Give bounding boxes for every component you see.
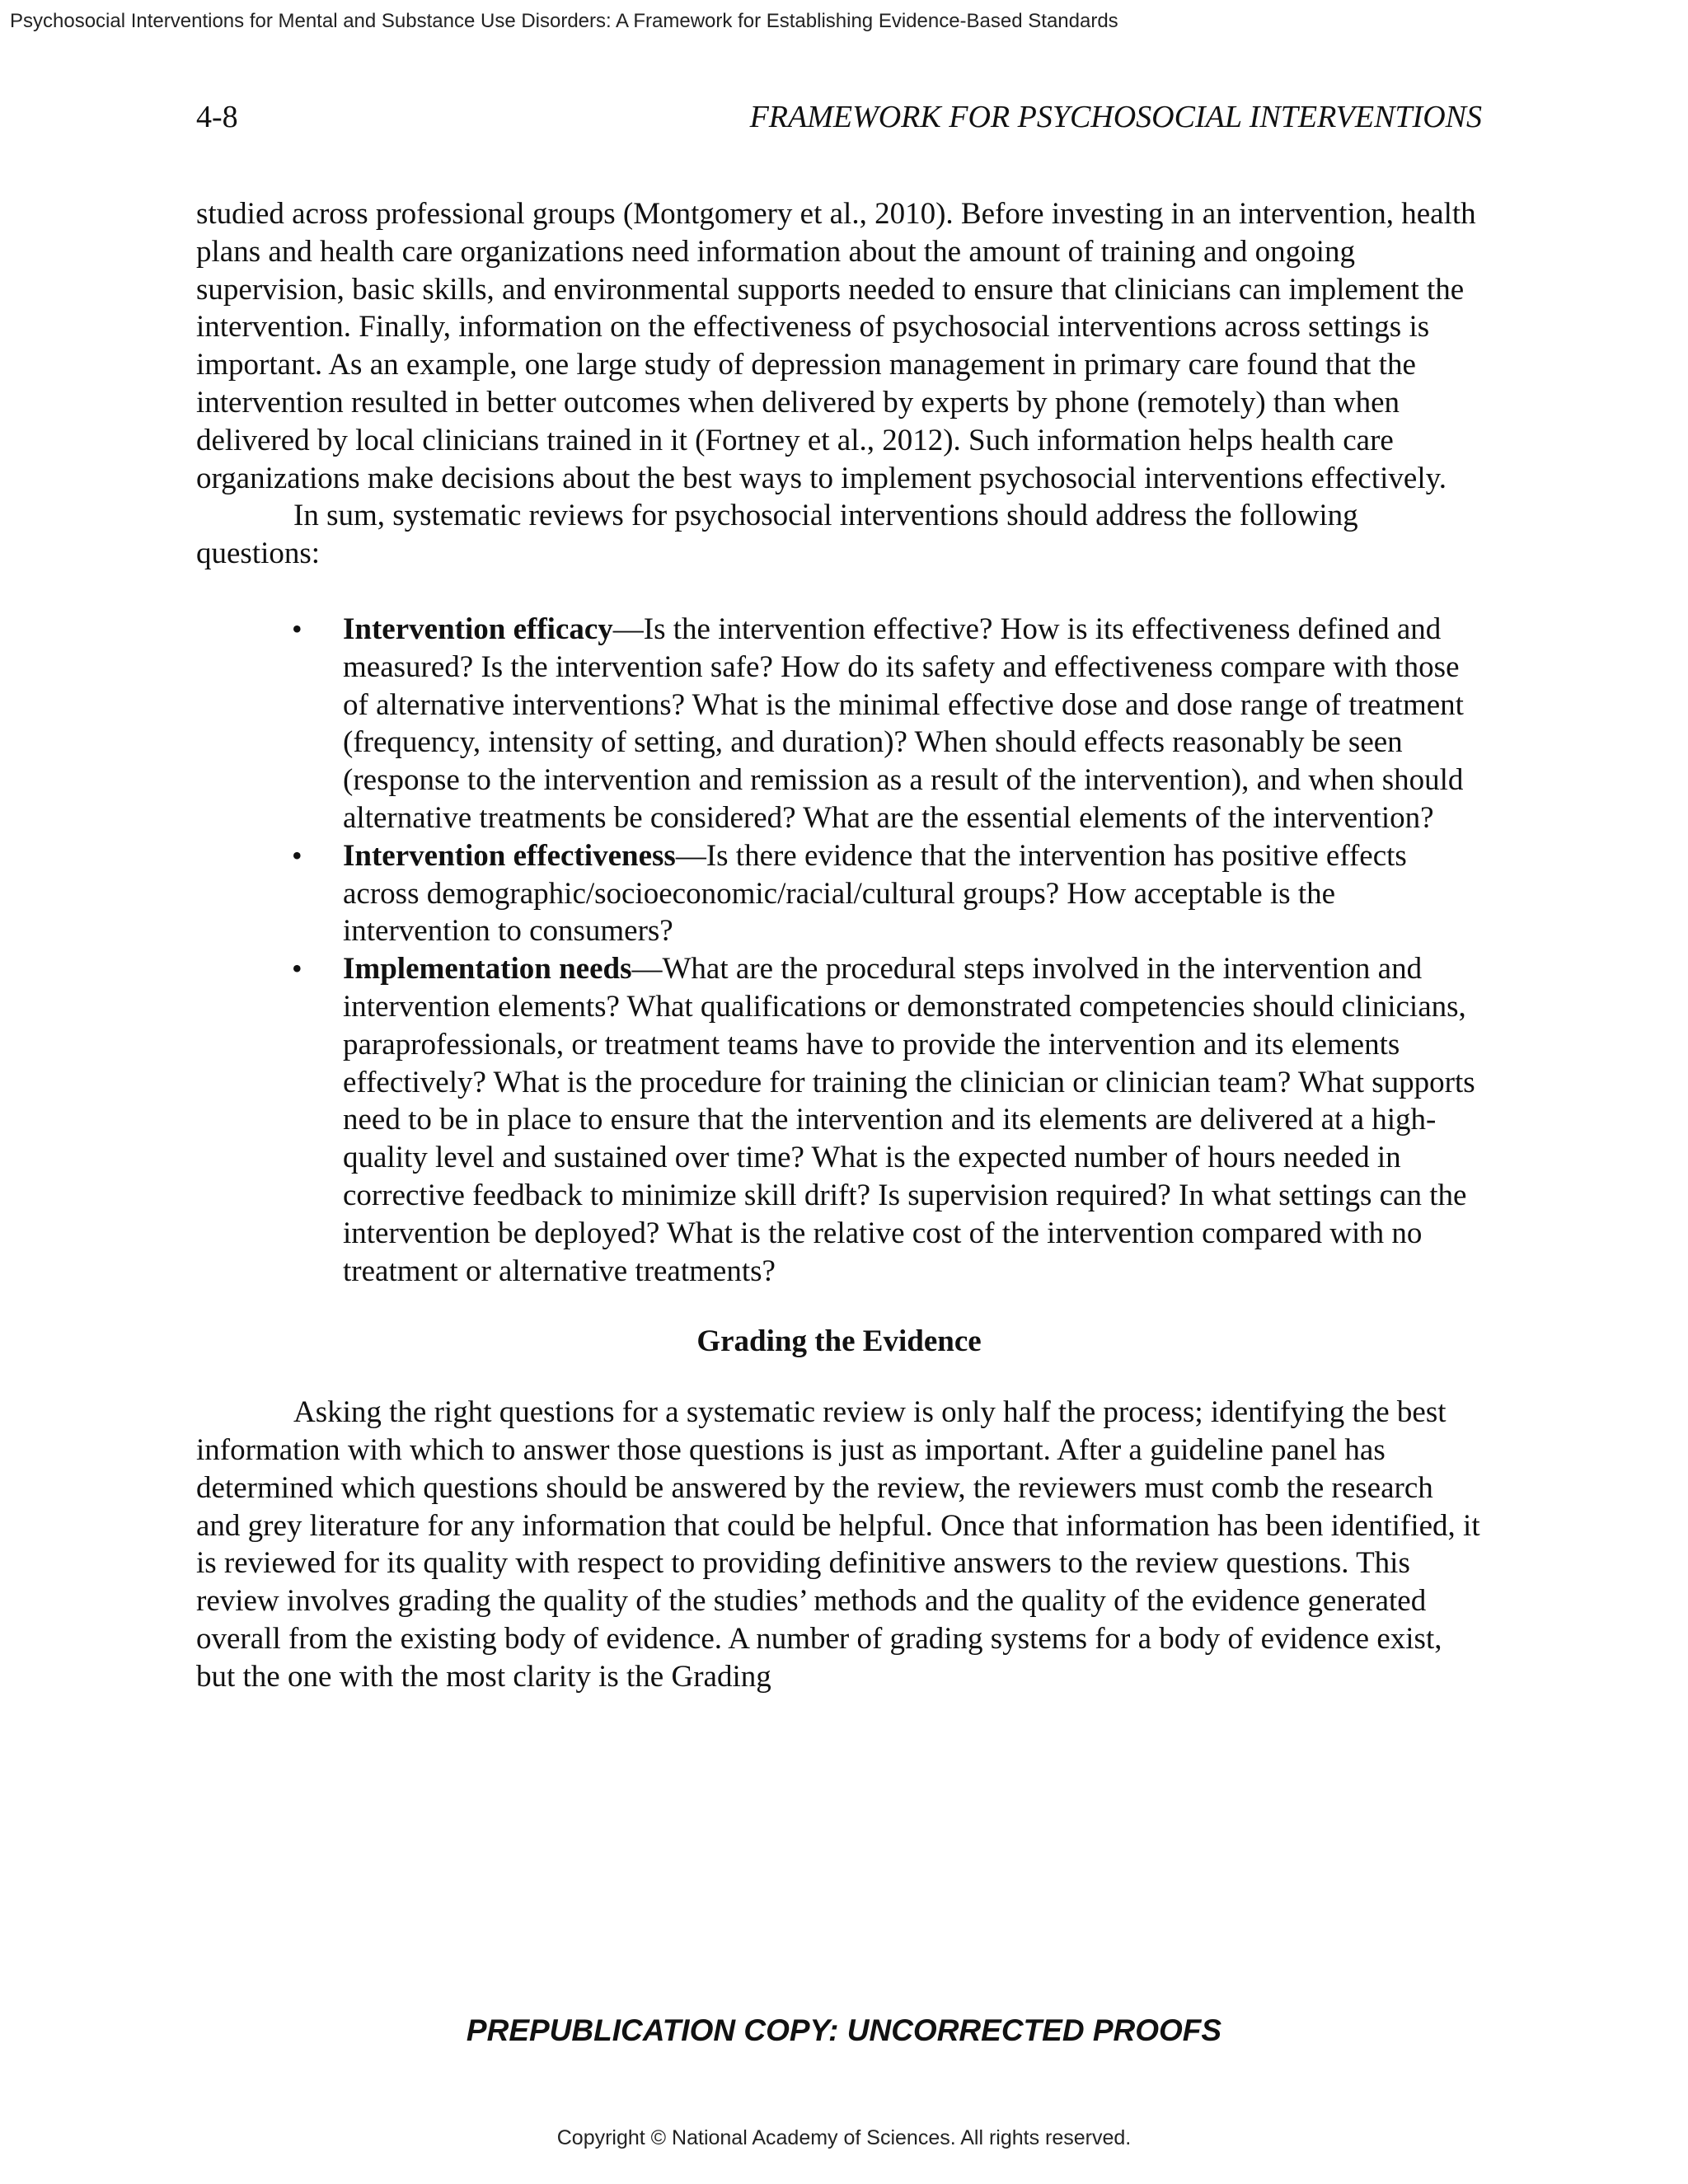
page-number: 4-8 xyxy=(196,100,238,134)
paragraph-2: In sum, systematic reviews for psychosocial interventions should address the following questions: xyxy=(196,499,1358,571)
list-item-effectiveness xyxy=(292,837,1482,950)
list-item-term: Intervention efficacy xyxy=(343,612,613,646)
list-item-implementation xyxy=(292,950,1482,1290)
list-item-efficacy xyxy=(292,611,1482,837)
running-header xyxy=(196,99,1482,140)
list-item-term: Intervention effectiveness xyxy=(343,838,676,873)
running-title: FRAMEWORK FOR PSYCHOSOCIAL INTERVENTIONS xyxy=(749,100,1482,134)
list-item-term: Implementation needs xyxy=(343,952,632,987)
bullet-icon: • xyxy=(292,612,302,645)
proof-notice: PREPUBLICATION COPY: UNCORRECTED PROOFS xyxy=(466,2013,1222,2047)
list-item-text: —Is there evidence that the intervention has positive effects across demographic/socioeconomic/racial/cultural groups? How acceptable is the intervention to consumers? xyxy=(343,838,1407,949)
list-item-text: —What are the procedural steps involved in the intervention and intervention elements? What qualifications or demonstrated competencies should clinicians, paraprofessionals, or treatment teams have to provide the intervention and its elements effectively? What is the procedure for training the clinician or clinician team? What supports need to be in place to ensure that the intervention and its elements are delivered at a high-quality level and sustained over time? What is the expected number of hours needed in corrective feedback to minimize skill drift? Is supervision required? In what settings can the intervention be deployed? What is the relative cost of the intervention compared with no treatment or alternative treatments? xyxy=(343,952,1475,1288)
body-text xyxy=(196,195,1482,1695)
question-list xyxy=(196,611,1482,1290)
bullet-icon: • xyxy=(292,952,302,986)
copyright-notice: Copyright © National Academy of Sciences. All rights reserved. xyxy=(556,2126,1132,2149)
paragraph-3: Asking the right questions for a systematic review is only half the process; identifying the best information with which to answer those questions is just as important. After a guideline panel has determined which questions should be answered by the review, the reviewers must comb the research and grey literature for any information that could be helpful. Once that information has been identified, it is reviewed for its quality with respect to providing definitive answers to the review questions. This review involves grading the quality of the studies’ methods and the quality of the evidence generated overall from the existing body of evidence. A number of grading systems for a body of evidence exist, but the one with the most clarity is the Grading xyxy=(196,1395,1480,1694)
paragraph-1: studied across professional groups (Montgomery et al., 2010). Before investing in an intervention, health plans and health care organizations need information about the amount of training and ongoing supervision, basic skills, and environmental supports needed to ensure that clinicians can implement the intervention. Finally, information on the effectiveness of psychosocial interventions across settings is important. As an example, one large study of depression management in primary care found that the intervention resulted in better outcomes when delivered by experts by phone (remotely) than when delivered by local clinicians trained in it (Fortney et al., 2012). Such information helps health care organizations make decisions about the best ways to implement psychosocial interventions effectively. xyxy=(196,197,1476,495)
section-heading: Grading the Evidence xyxy=(696,1324,982,1359)
document-banner: Psychosocial Interventions for Mental and Substance Use Disorders: A Framework for Establishing Evidence-Based Standards xyxy=(10,10,1118,32)
list-item-text: —Is the intervention effective? How is its effectiveness defined and measured? Is the intervention safe? How do its safety and effectiveness compare with those of alternative interventions? What is the minimal effective dose and dose range of treatment (frequency, intensity of setting, and duration)? When should effects reasonably be seen (response to the intervention and remission as a result of the intervention), and when should alternative treatments be considered? What are the essential elements of the intervention? xyxy=(343,612,1464,835)
bullet-icon: • xyxy=(292,838,302,872)
